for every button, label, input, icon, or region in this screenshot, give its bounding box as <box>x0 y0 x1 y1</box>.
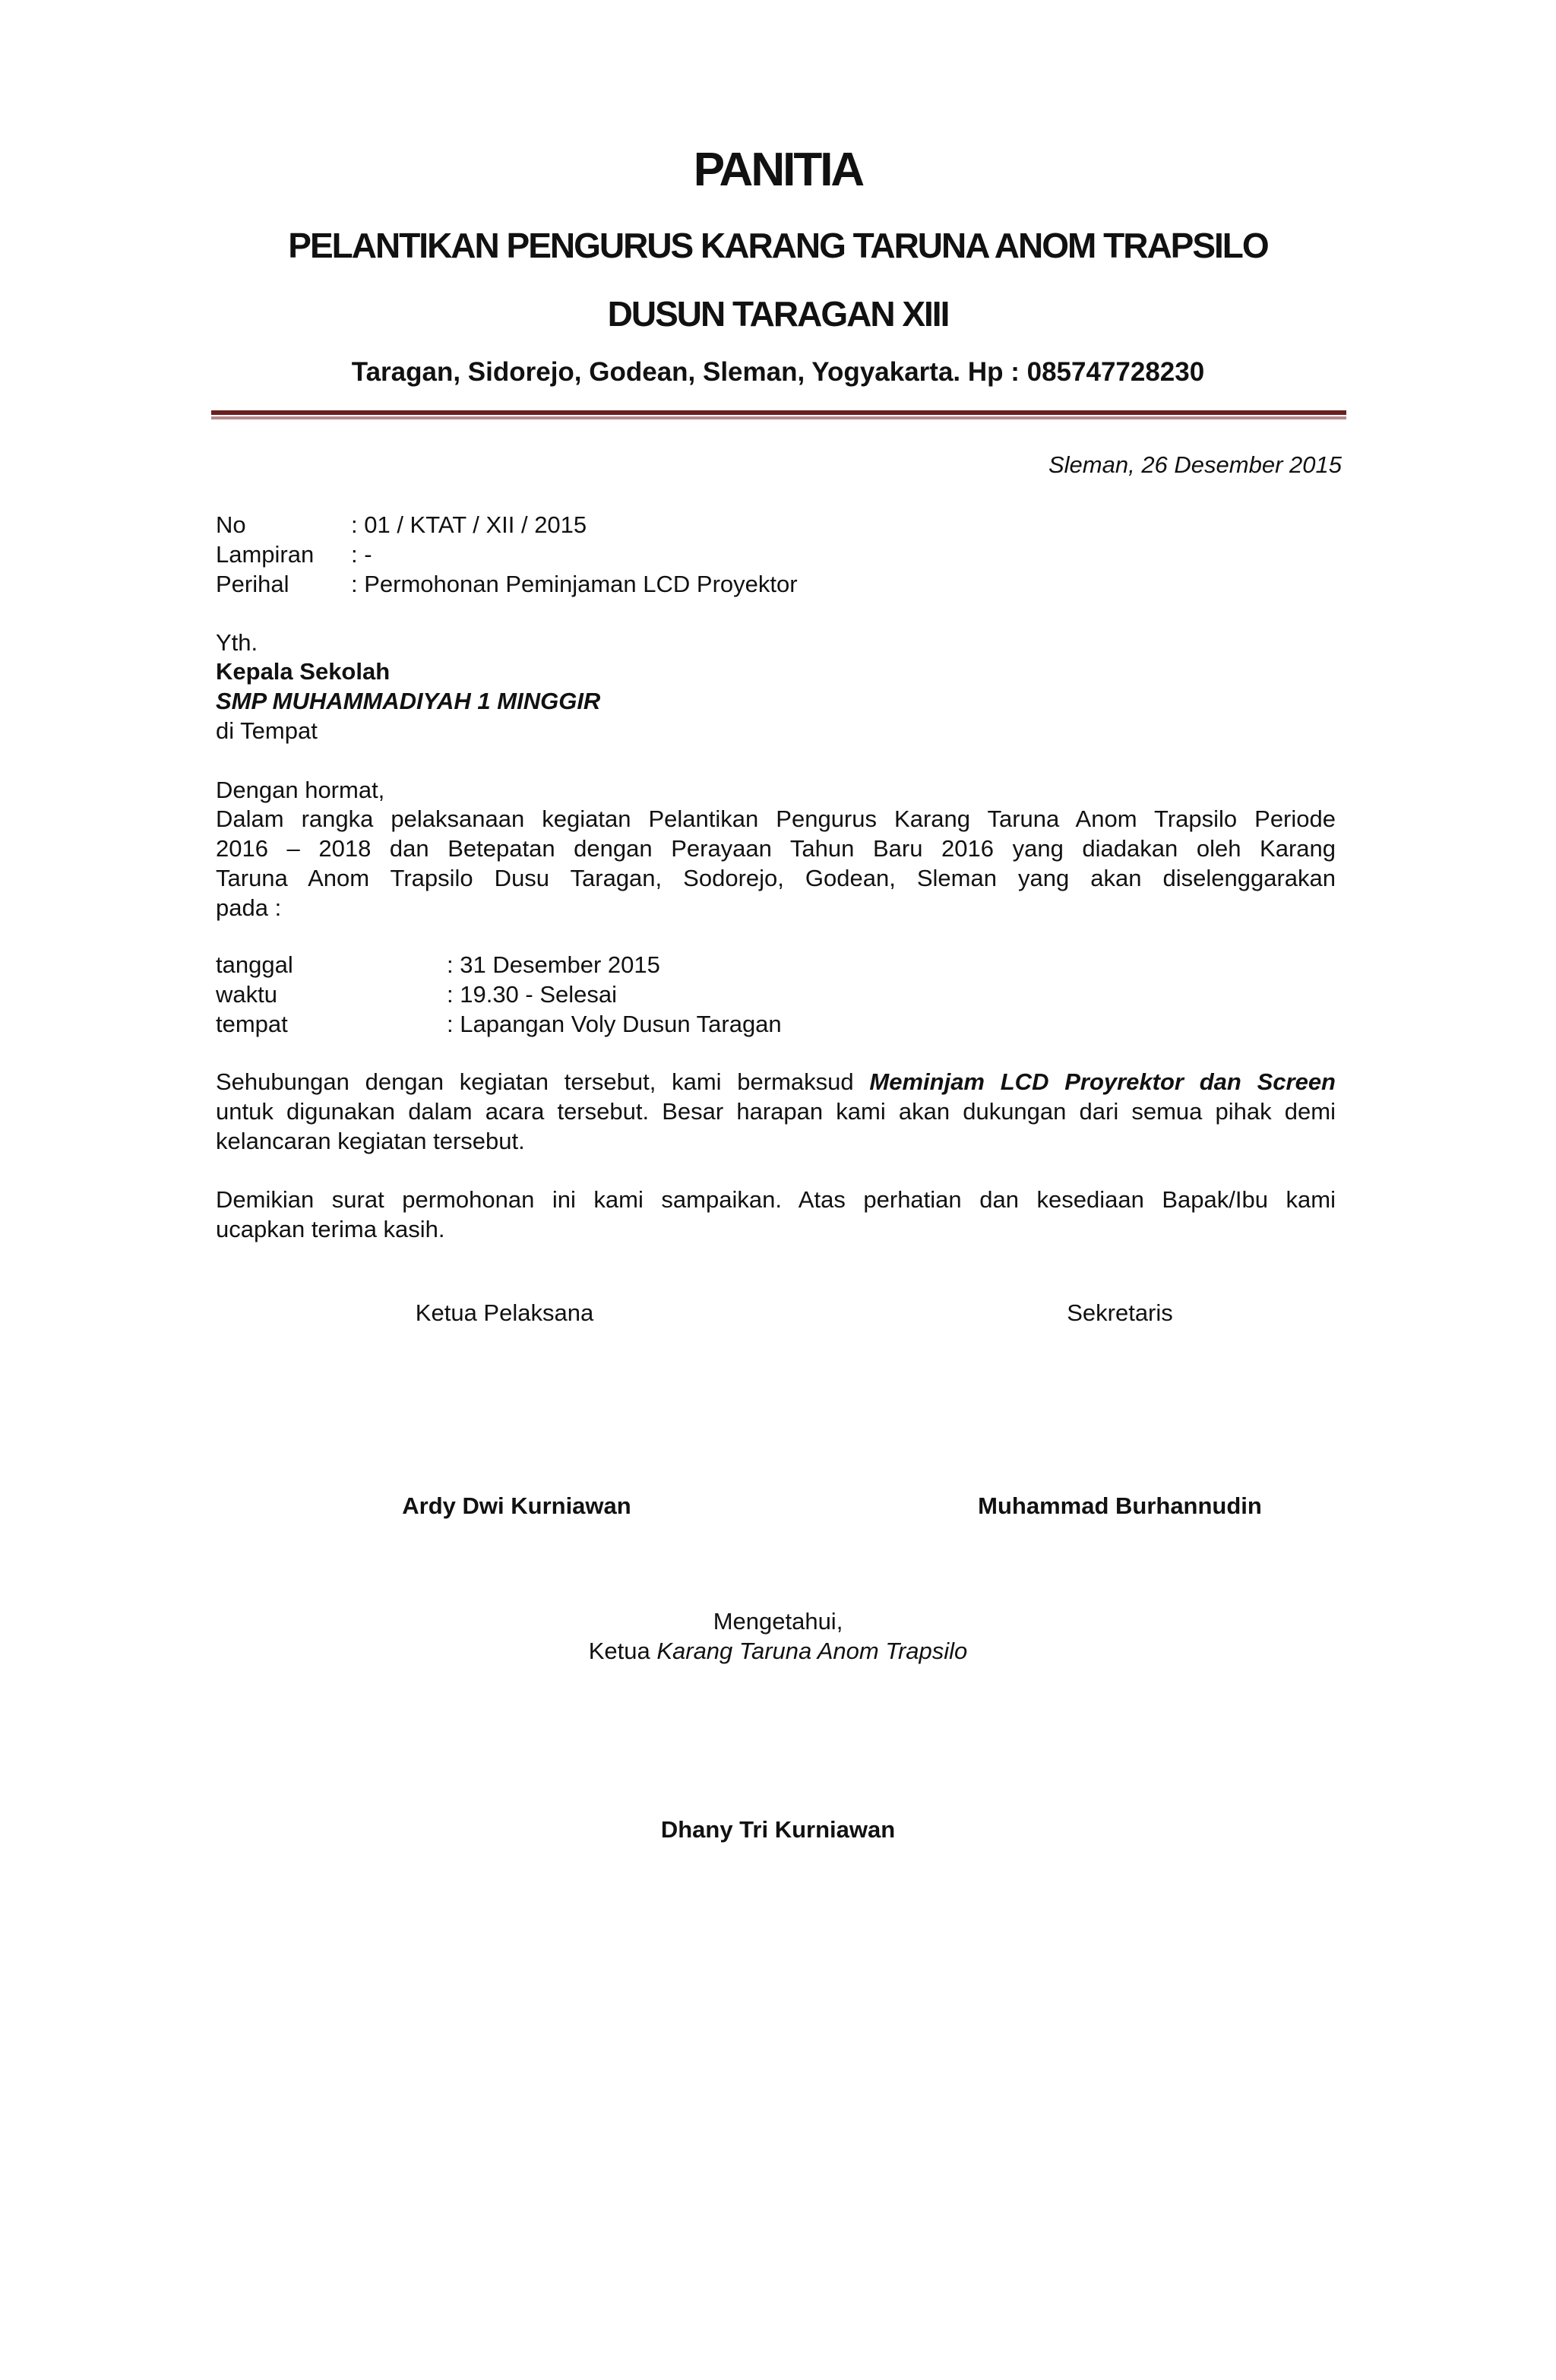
signature-right-name: Muhammad Burhannudin <box>978 1492 1262 1519</box>
letter-date: Sleman, 26 Desember 2015 <box>1048 451 1342 478</box>
meta-value-perihal: : Permohonan Peminjaman LCD Proyektor <box>351 571 798 597</box>
detail-value-waktu: : 19.30 - Selesai <box>447 981 618 1008</box>
letterhead-address: Taragan, Sidorejo, Godean, Sleman, Yogyakarta. Hp : 085747728230 <box>351 357 1205 387</box>
purpose-emphasis: Meminjam LCD Proyrektor dan Screen <box>869 1068 1336 1095</box>
purpose-prefix: Sehubungan dengan kegiatan tersebut, kami bermaksud <box>216 1068 854 1095</box>
purpose-paragraph <box>216 1067 1336 1156</box>
meta-label-lampiran: Lampiran <box>216 541 315 568</box>
closing-line-1: Demikian surat permohonan ini kami sampaikan. Atas perhatian dan kesediaan Bapak/Ibu kami <box>216 1186 1336 1213</box>
purpose-line-1 <box>216 1067 1336 1097</box>
meta-value-lampiran: : - <box>351 541 372 568</box>
greeting: Dengan hormat, <box>216 777 385 803</box>
signature-left-name: Ardy Dwi Kurniawan <box>402 1492 631 1519</box>
letterhead-unit: DUSUN TARAGAN XIII <box>607 294 949 334</box>
meta-value-no: : 01 / KTAT / XII / 2015 <box>351 511 587 538</box>
detail-value-tanggal: : 31 Desember 2015 <box>447 951 660 978</box>
acknowledgement-role-org: Karang Taruna Anom Trapsilo <box>656 1638 968 1664</box>
acknowledgement-role-prefix: Ketua <box>588 1638 650 1664</box>
purpose-line-2: untuk digunakan dalam acara tersebut. Besar harapan kami akan dukungan dari semua pihak demi <box>216 1098 1336 1125</box>
recipient-salutation: Yth. <box>216 629 258 656</box>
intro-line: 2016 – 2018 dan Betepatan dengan Perayaan Tahun Baru 2016 yang diadakan oleh Karang <box>216 835 1336 862</box>
letterhead-rule-secondary <box>211 416 1346 419</box>
meta-label-perihal: Perihal <box>216 571 289 597</box>
recipient-place: di Tempat <box>216 717 318 744</box>
signature-right-role: Sekretaris <box>1067 1299 1173 1326</box>
detail-label-waktu: waktu <box>216 981 277 1008</box>
acknowledgement-name: Dhany Tri Kurniawan <box>660 1816 896 1843</box>
meta-label-no: No <box>216 511 246 538</box>
intro-line: Taruna Anom Trapsilo Dusu Taragan, Sodorejo, Godean, Sleman yang akan diselenggarakan <box>216 865 1336 891</box>
intro-paragraph <box>216 804 1336 923</box>
purpose-line-3: kelancaran kegiatan tersebut. <box>216 1128 525 1154</box>
letterhead-org: PANITIA <box>693 144 863 196</box>
detail-value-tempat: : Lapangan Voly Dusun Taragan <box>447 1011 782 1037</box>
letterhead-rule <box>211 410 1346 415</box>
signature-left-role: Ketua Pelaksana <box>415 1299 594 1326</box>
detail-label-tanggal: tanggal <box>216 951 293 978</box>
intro-line: pada : <box>216 894 282 921</box>
letterhead-event: PELANTIKAN PENGURUS KARANG TARUNA ANOM TRAPSILO <box>288 226 1268 265</box>
closing-line-2: ucapkan terima kasih. <box>216 1216 445 1242</box>
closing-paragraph <box>216 1185 1336 1244</box>
acknowledgement-label: Mengetahui, <box>713 1608 843 1635</box>
acknowledgement-role <box>0 1636 1556 1666</box>
intro-line: Dalam rangka pelaksanaan kegiatan Pelantikan Pengurus Karang Taruna Anom Trapsilo Periode <box>216 805 1336 832</box>
detail-label-tempat: tempat <box>216 1011 288 1037</box>
recipient-title: Kepala Sekolah <box>216 658 391 685</box>
recipient-school: SMP MUHAMMADIYAH 1 MINGGIR <box>216 688 601 714</box>
